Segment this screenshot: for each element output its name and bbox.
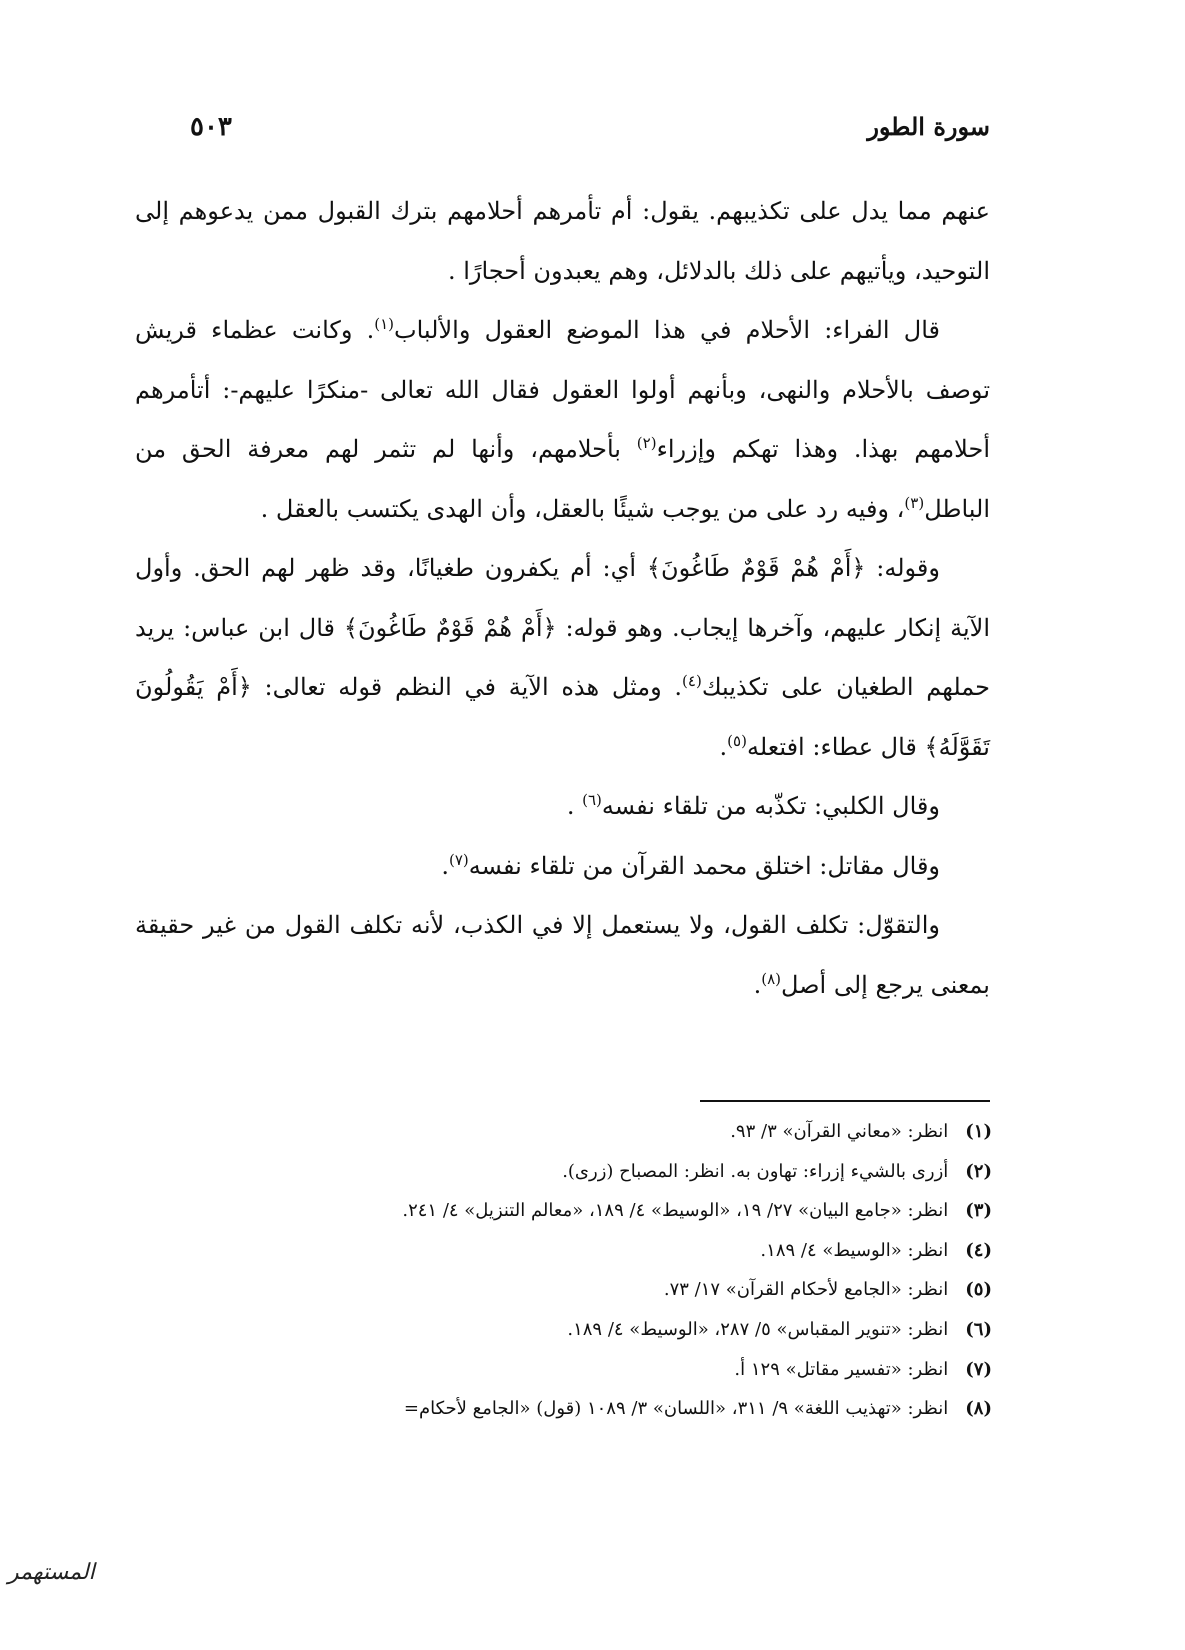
footnote-3 — [140, 1191, 992, 1231]
text-segment: . ومثل هذه الآية في النظم قوله تعالى: ﴿أَمْ يَقُولُونَ تَقَوَّلَهُ﴾ قال عطاء: افتعله — [135, 673, 990, 761]
watermark-text: المستهمر — [8, 1560, 95, 1585]
footnote-ref-4[interactable]: (٤) — [682, 672, 702, 690]
footnote-number: (٧) — [965, 1358, 992, 1380]
footnote-5 — [140, 1270, 992, 1310]
footnote-number: (٨) — [965, 1398, 992, 1420]
paragraph-4 — [135, 777, 990, 837]
footnote-text: انظر: «تفسير مقاتل» ١٢٩ أ. — [734, 1358, 949, 1380]
footnote-ref-6[interactable]: (٦) — [582, 791, 602, 809]
text-segment: ، وفيه رد على من يوجب شيئًا بالعقل، وأن الهدى يكتسب بالعقل . — [260, 494, 905, 523]
footnote-ref-8[interactable]: (٨) — [761, 969, 781, 988]
watermark-logo — [0, 1538, 95, 1628]
footnote-8 — [140, 1389, 992, 1429]
footnote-7 — [140, 1350, 992, 1390]
footnote-ref-2[interactable]: (٢) — [636, 434, 657, 452]
surah-title: سورة الطور — [867, 112, 990, 141]
footnote-ref-7[interactable]: (٧) — [448, 850, 469, 869]
footnote-text: انظر: «معاني القرآن» ٣/ ٩٣. — [730, 1121, 949, 1142]
footnote-6 — [140, 1310, 992, 1350]
text-segment: بأحلامهم، وأنها لم تثمر لهم معرفة الحق من الباطل — [135, 435, 990, 523]
text-segment: . — [566, 792, 583, 820]
footnote-ref-5[interactable]: (٥) — [727, 731, 747, 750]
footnote-1 — [140, 1112, 992, 1152]
footnote-text: انظر: «الوسيط» ٤/ ١٨٩. — [760, 1239, 949, 1261]
footnote-text: أزرى بالشيء إزراء: تهاون به. انظر: المصباح (زرى). — [562, 1160, 949, 1182]
paragraph-6 — [135, 896, 990, 1015]
footnote-text: انظر: «تهذيب اللغة» ٩/ ٣١١، «اللسان» ٣/ ١٠٨٩ (قول) «الجامع لأحكام= — [403, 1398, 949, 1420]
footnote-2 — [140, 1152, 992, 1192]
page-number: ٥٠٣ — [190, 112, 232, 142]
text-segment: . — [719, 732, 728, 761]
footnote-number: (٤) — [965, 1239, 992, 1261]
footnote-ref-3[interactable]: (٣) — [904, 493, 925, 512]
footnote-ref-1[interactable]: (١) — [374, 315, 394, 333]
text-segment: وقال مقاتل: اختلق محمد القرآن من تلقاء نفسه — [468, 851, 940, 880]
footnote-number: (٢) — [965, 1160, 992, 1182]
paragraph-2 — [135, 301, 990, 539]
footnote-text: انظر: «تنوير المقباس» ٥/ ٢٨٧، «الوسيط» ٤/ ١٨٩. — [567, 1318, 949, 1340]
footnote-number: (٥) — [965, 1279, 992, 1301]
main-text — [135, 182, 990, 1015]
footnote-divider — [700, 1100, 990, 1102]
paragraph-1: عنهم مما يدل على تكذيبهم. يقول: أم تأمرهم أحلامهم بترك القبول ممن يدعوهم إلى التوحيد، ويأتيهم على ذلك بالدلائل، وهم يعبدون أحجارًا . — [135, 197, 991, 285]
footnote-4 — [140, 1231, 992, 1271]
footnotes — [140, 1112, 992, 1429]
text-segment: . — [441, 851, 449, 880]
footnote-text: انظر: «جامع البيان» ٢٧/ ١٩، «الوسيط» ٤/ ١٨٩، «معالم التنزيل» ٤/ ٢٤١. — [402, 1200, 949, 1222]
paragraph-3 — [135, 539, 990, 777]
page-header — [190, 112, 990, 152]
footnote-number: (١) — [965, 1121, 992, 1142]
paragraph-5 — [135, 837, 990, 897]
text-segment: وقال الكلبي: تكذّبه من تلقاء نفسه — [601, 792, 940, 820]
footnote-text: انظر: «الجامع لأحكام القرآن» ١٧/ ٧٣. — [663, 1279, 949, 1301]
text-segment: . — [753, 970, 762, 999]
text-segment: والتقوّل: تكلف القول، ولا يستعمل إلا في الكذب، لأنه تكلف القول من غير حقيقة بمعنى يرجع إلى أصل — [135, 911, 990, 999]
text-segment: قال الفراء: الأحلام في هذا الموضع العقول والألباب — [394, 316, 940, 344]
footnote-number: (٣) — [965, 1200, 992, 1222]
text-segment: . وكانت عظماء قريش توصف بالأحلام والنهى، وبأنهم أولوا العقول فقال الله تعالى -منكرًا عليهم-: أتأمرهم أحلامهم بهذا. وهذا تهكم وإزراء — [135, 316, 991, 463]
text-segment: وقوله: ﴿أَمْ هُمْ قَوْمٌ طَاغُونَ﴾ أي: أم يكفرون طغيانًا، وقد ظهر لهم الحق. وأول الآية إنكار عليهم، وآخرها إيجاب. وهو قوله: ﴿أَمْ هُمْ قَوْمٌ طَاغُونَ﴾ قال ابن عباس: يريد حملهم الطغيان على تكذيبك — [135, 554, 990, 701]
footnote-number: (٦) — [965, 1318, 992, 1340]
